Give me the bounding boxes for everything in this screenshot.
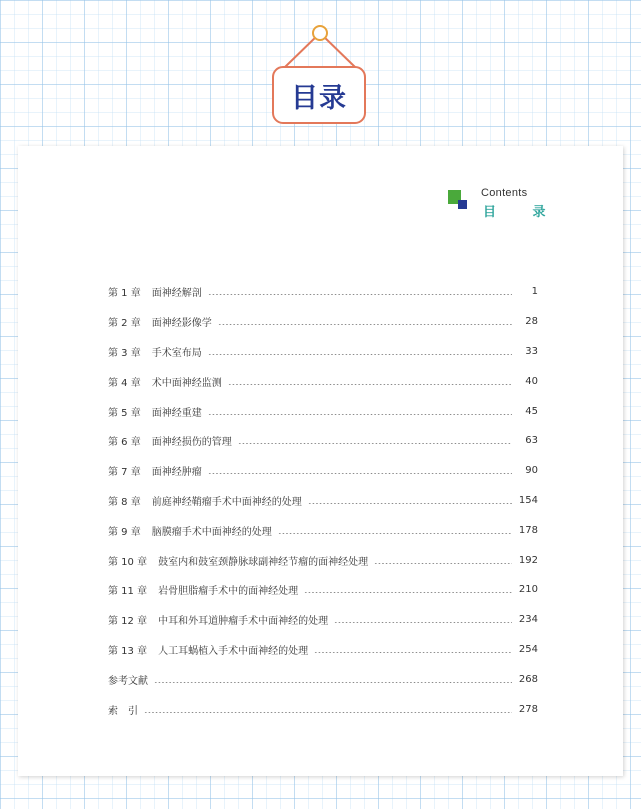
chapter-number: 第 5 章 <box>108 407 141 419</box>
chapter-number: 第 13 章 <box>108 645 148 657</box>
chapter-title: 岩骨胆脂瘤手术中的面神经处理 <box>158 586 299 598</box>
dot-leader <box>304 592 512 593</box>
toc-entry[interactable] <box>108 575 538 605</box>
toc-entry[interactable] <box>108 277 538 307</box>
toc-entry[interactable] <box>108 605 538 635</box>
chapter-title: 脑膜瘤手术中面神经的处理 <box>151 526 272 538</box>
toc-entry[interactable] <box>108 635 538 665</box>
chapter-title: 鼓室内和鼓室颈静脉球副神经节瘤的面神经处理 <box>158 556 369 568</box>
chapter-title: 面神经影像学 <box>151 318 212 330</box>
dot-leader <box>144 712 512 713</box>
toc-entry[interactable] <box>108 486 538 516</box>
page-number: 210 <box>518 584 538 596</box>
page-number: 254 <box>518 643 538 655</box>
chapter-number: 第 6 章 <box>108 437 141 449</box>
chapter-number: 第 7 章 <box>108 467 141 479</box>
dot-leader <box>314 652 512 653</box>
page-number: 268 <box>518 673 538 685</box>
page-number: 1 <box>531 286 538 298</box>
dot-leader <box>154 682 512 683</box>
toc-entry[interactable] <box>108 664 538 694</box>
page-number: 234 <box>518 614 538 626</box>
chapter-title: 前庭神经鞘瘤手术中面神经的处理 <box>151 496 302 508</box>
chapter-title: 面神经肿瘤 <box>151 467 202 479</box>
title-sign <box>272 66 366 124</box>
chapter-number: 第 2 章 <box>108 318 141 330</box>
dot-leader <box>208 294 512 295</box>
page-number: 278 <box>518 703 538 715</box>
dot-leader <box>308 503 512 504</box>
dot-leader <box>218 324 512 325</box>
page-number: 63 <box>525 435 538 447</box>
page-number: 40 <box>525 375 538 387</box>
chapter-title: 面神经重建 <box>151 407 202 419</box>
page-title: 目录 <box>291 82 347 114</box>
chapter-number: 第 11 章 <box>108 586 148 598</box>
dot-leader <box>208 473 512 474</box>
toc-entry[interactable] <box>108 456 538 486</box>
page-number: 192 <box>518 554 538 566</box>
dot-leader <box>228 384 512 385</box>
chapter-title: 中耳和外耳道肿瘤手术中面神经的处理 <box>158 616 329 628</box>
chapter-number: 索 引 <box>108 705 138 717</box>
chapter-title: 人工耳蜗植入手术中面神经的处理 <box>158 645 309 657</box>
page-number: 90 <box>525 465 538 477</box>
toc-entry[interactable] <box>108 337 538 367</box>
chapter-title: 面神经损伤的管理 <box>151 437 232 449</box>
toc-entry[interactable] <box>108 366 538 396</box>
toc-entry[interactable] <box>108 307 538 337</box>
toc-entry[interactable] <box>108 426 538 456</box>
toc-list <box>108 277 538 724</box>
chapter-number: 第 3 章 <box>108 347 141 359</box>
toc-entry[interactable] <box>108 396 538 426</box>
page-number: 28 <box>525 316 538 328</box>
chapter-number: 参考文献 <box>108 675 148 687</box>
dot-leader <box>208 354 512 355</box>
contents-label-en: Contents <box>481 187 528 199</box>
toc-entry[interactable] <box>108 694 538 724</box>
chapter-number: 第 9 章 <box>108 526 141 538</box>
chapter-number: 第 1 章 <box>108 288 141 300</box>
chapter-title: 面神经解剖 <box>151 288 202 300</box>
dot-leader <box>374 563 512 564</box>
chapter-number: 第 12 章 <box>108 616 148 628</box>
page-number: 33 <box>525 345 538 357</box>
toc-entry[interactable] <box>108 515 538 545</box>
contents-label-zh: 目 录 <box>483 205 562 220</box>
toc-page <box>18 146 623 776</box>
chapter-number: 第 4 章 <box>108 377 141 389</box>
page-number: 178 <box>518 524 538 536</box>
dot-leader <box>238 443 512 444</box>
chapter-number: 第 8 章 <box>108 496 141 508</box>
dot-leader <box>334 622 512 623</box>
chapter-number: 第 10 章 <box>108 556 148 568</box>
chapter-title: 手术室布局 <box>151 347 202 359</box>
page-number: 45 <box>525 405 538 417</box>
chapter-title: 术中面神经监测 <box>151 377 222 389</box>
dot-leader <box>278 533 512 534</box>
page-number: 154 <box>518 494 538 506</box>
toc-entry[interactable] <box>108 545 538 575</box>
dot-leader <box>208 414 512 415</box>
